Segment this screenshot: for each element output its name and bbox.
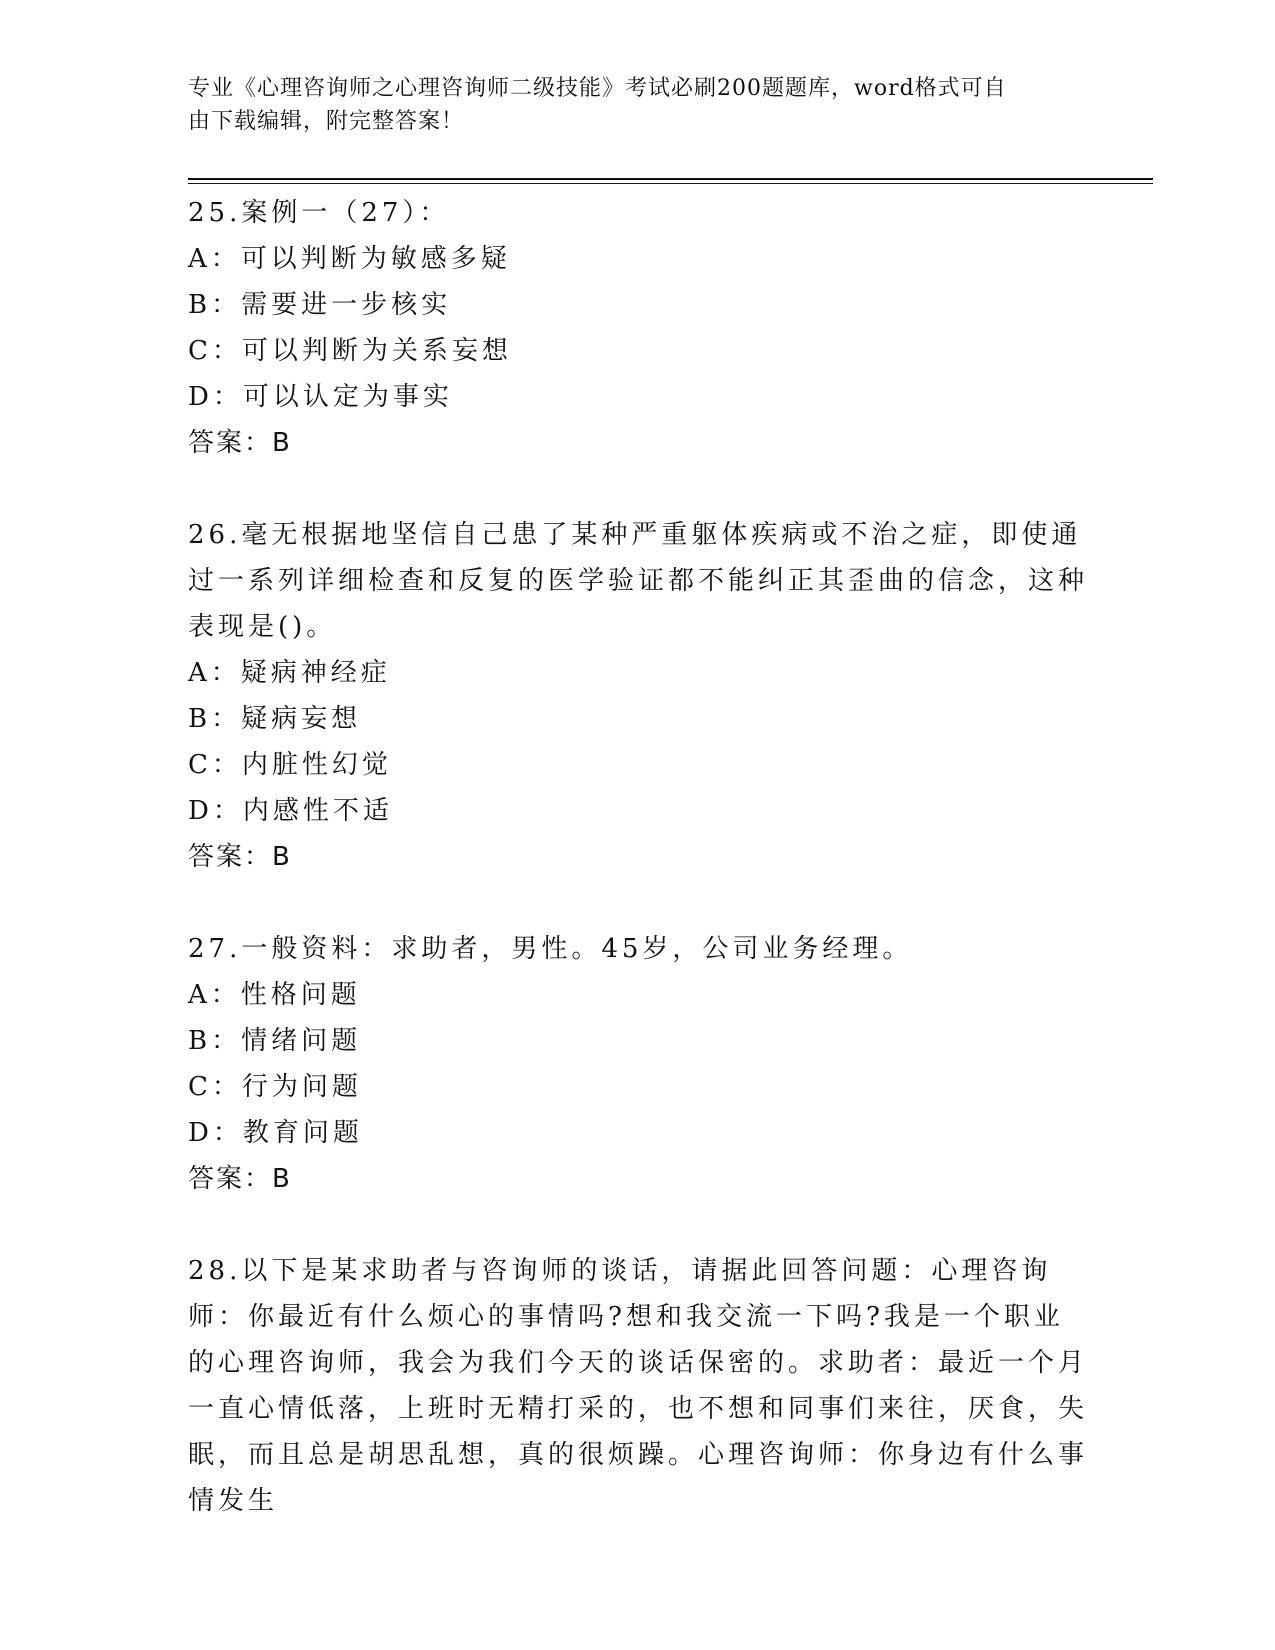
question-28	[188, 1248, 1088, 1524]
option-d: D：教育问题	[188, 1118, 363, 1148]
header-rule-thick	[188, 178, 1153, 180]
option-a: A：疑病神经症	[188, 658, 391, 688]
answer-line: 答案：B	[188, 1164, 292, 1194]
answer-line: 答案：B	[188, 842, 292, 872]
answer-line: 答案：B	[188, 428, 292, 458]
header-line-2: 由下载编辑，附完整答案！	[188, 109, 465, 134]
header-rule-thin	[188, 183, 1153, 184]
question-stem: 28.以下是某求助者与咨询师的谈话，请据此回答问题：心理咨询师：你最近有什么烦心的事情吗?想和我交流一下吗?我是一个职业的心理咨询师，我会为我们今天的谈话保密的。求助者：最近一个月一直心情低落，上班时无精打采的，也不想和同事们来往，厌食，失眠，而且总是胡思乱想，真的很烦躁。心理咨询师：你身边有什么事情发生	[188, 1256, 1089, 1516]
question-25	[188, 190, 1088, 512]
question-list	[188, 190, 1088, 1524]
option-d: D：内感性不适	[188, 796, 393, 826]
question-stem: 25.案例一（27）：	[188, 198, 450, 228]
option-a: A：性格问题	[188, 980, 361, 1010]
question-26	[188, 512, 1088, 926]
option-b: B：需要进一步核实	[188, 290, 452, 320]
option-c: C：内脏性幻觉	[188, 750, 392, 780]
option-c: C：行为问题	[188, 1072, 362, 1102]
option-b: B：情绪问题	[188, 1026, 362, 1056]
option-c: C：可以判断为关系妄想	[188, 336, 512, 366]
question-27	[188, 926, 1088, 1248]
option-a: A：可以判断为敏感多疑	[188, 244, 511, 274]
document-header	[188, 72, 1068, 138]
question-stem: 27.一般资料：求助者，男性。45岁，公司业务经理。	[188, 934, 913, 964]
option-d: D：可以认定为事实	[188, 382, 453, 412]
option-b: B：疑病妄想	[188, 704, 362, 734]
question-stem: 26.毫无根据地坚信自己患了某种严重躯体疾病或不治之症，即使通过一系列详细检查和反复的医学验证都不能纠正其歪曲的信念，这种表现是()。	[188, 520, 1089, 642]
header-line-1: 专业《心理咨询师之心理咨询师二级技能》考试必刷200题题库，word格式可自	[188, 76, 1007, 101]
